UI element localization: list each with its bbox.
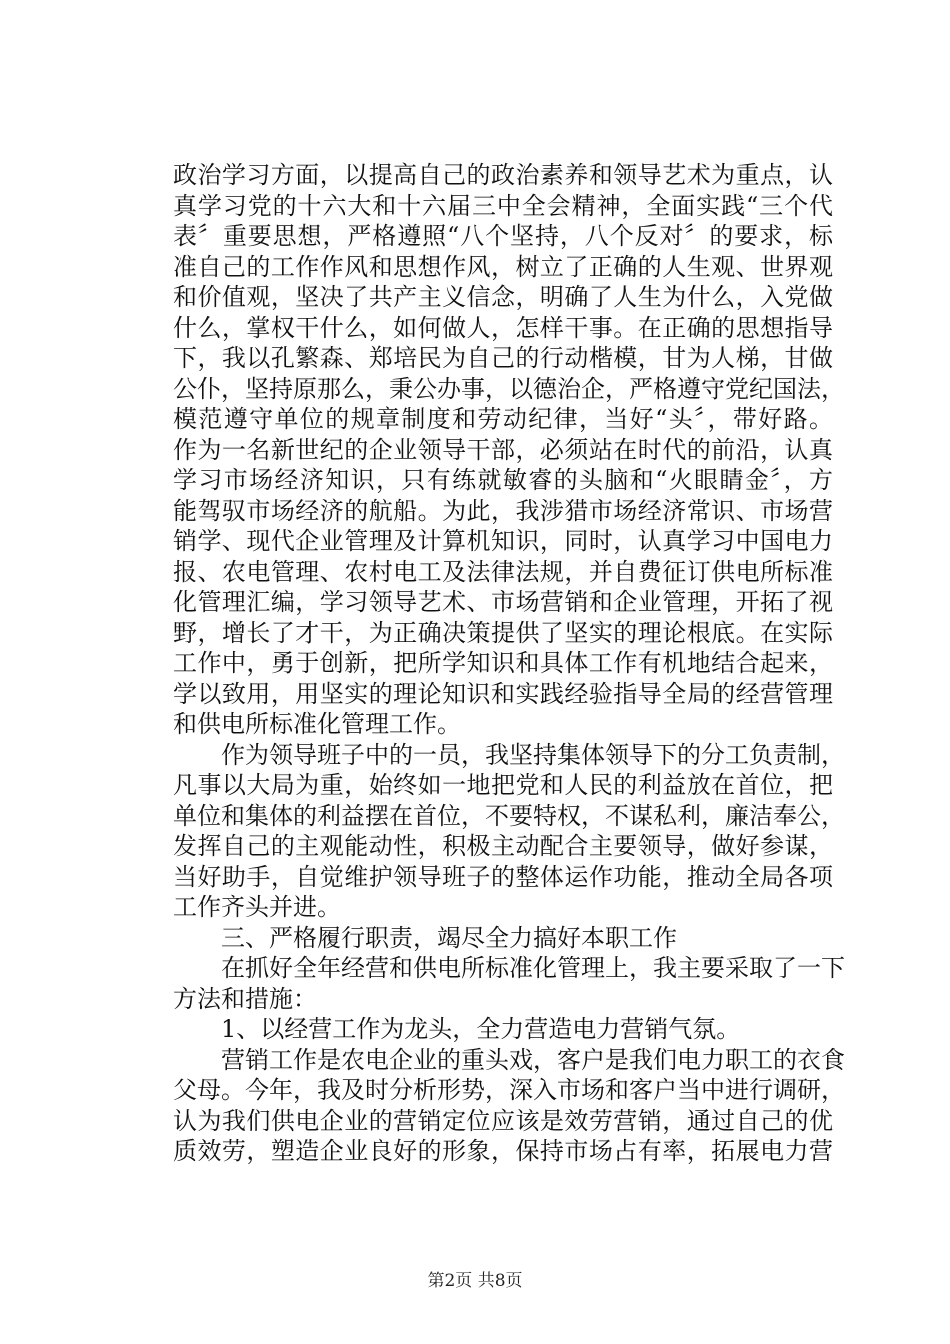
- text-line: 能驾驭市场经济的航船。为此，我涉猎市场经济常识、市场营: [173, 496, 833, 525]
- text-line: 准自己的工作作风和思想作风，树立了正确的人生观、世界观: [173, 252, 833, 281]
- text-line: 凡事以大局为重，始终如一地把党和人民的利益放在首位，把: [173, 771, 833, 799]
- text-line: 质效劳，塑造企业良好的形象，保持市场占有率，拓展电力营: [173, 1137, 833, 1165]
- text-line: 作为领导班子中的一员，我坚持集体领导下的分工负责制，: [173, 740, 845, 769]
- text-line: 什么，掌权干什么，如何做人，怎样干事。在正确的思想指导: [173, 313, 833, 342]
- text-line: 模范遵守单位的规章制度和劳动纪律，当好“头〞，带好路。: [173, 405, 833, 433]
- text-line: 工作中，勇于创新，把所学知识和具体工作有机地结合起来，: [173, 649, 833, 677]
- text-line: 公仆，坚持原那么，秉公办事，以德治企，严格遵守党纪国法，: [173, 374, 845, 403]
- text-line: 销学、现代企业管理及计算机知识，同时，认真学习中国电力: [173, 527, 833, 555]
- text-line: 政治学习方面，以提高自己的政治素养和领导艺术为重点，认: [173, 161, 833, 189]
- text-line: 认为我们供电企业的营销定位应该是效劳营销，通过自己的优: [173, 1106, 833, 1135]
- text-line: 方法和措施：: [173, 984, 317, 1013]
- text-line: 父母。今年，我及时分析形势，深入市场和客户当中进行调研，: [173, 1076, 845, 1104]
- text-line: 化管理汇编，学习领导艺术、市场营销和企业管理，开拓了视: [173, 588, 833, 616]
- text-line: 下，我以孔繁森、郑培民为自己的行动楷模，甘为人梯，甘做: [173, 344, 833, 372]
- text-line: 工作齐头并进。: [173, 893, 341, 921]
- text-line: 学习市场经济知识，只有练就敏睿的头脑和“火眼睛金〞，方: [173, 466, 833, 494]
- text-line: 野，增长了才干，为正确决策提供了坚实的理论根底。在实际: [173, 618, 833, 647]
- text-line: 当好助手，自觉维护领导班子的整体运作功能，推动全局各项: [173, 862, 833, 891]
- text-line: 在抓好全年经营和供电所标准化管理上，我主要采取了一下: [173, 954, 845, 982]
- text-line: 报、农电管理、农村电工及法律法规，并自费征订供电所标准: [173, 557, 833, 586]
- document-body: [173, 160, 845, 1167]
- text-line: 和价值观，坚决了共产主义信念，明确了人生为什么，入党做: [173, 283, 833, 311]
- text-line: 学以致用，用坚实的理论知识和实践经验指导全局的经营管理: [173, 679, 833, 708]
- text-line: 三、严格履行职责，竭尽全力搞好本职工作: [173, 923, 677, 952]
- text-line: 作为一名新世纪的企业领导干部，必须站在时代的前沿，认真: [173, 435, 833, 464]
- text-line: 营销工作是农电企业的重头戏，客户是我们电力职工的衣食: [173, 1045, 845, 1074]
- text-line: 真学习党的十六大和十六届三中全会精神，全面实践“三个代: [173, 191, 833, 220]
- text-line: 1、以经营工作为龙头，全力营造电力营销气氛。: [173, 1015, 741, 1043]
- text-line: 和供电所标准化管理工作。: [173, 710, 461, 738]
- page-number-footer: 第2页 共8页: [427, 1271, 523, 1291]
- text-line: 表〞重要思想，严格遵照“八个坚持，八个反对〞的要求，标: [173, 222, 833, 250]
- text-line: 发挥自己的主观能动性，积极主动配合主要领导，做好参谋，: [173, 832, 833, 860]
- text-line: 单位和集体的利益摆在首位，不要特权，不谋私利，廉洁奉公，: [173, 801, 845, 830]
